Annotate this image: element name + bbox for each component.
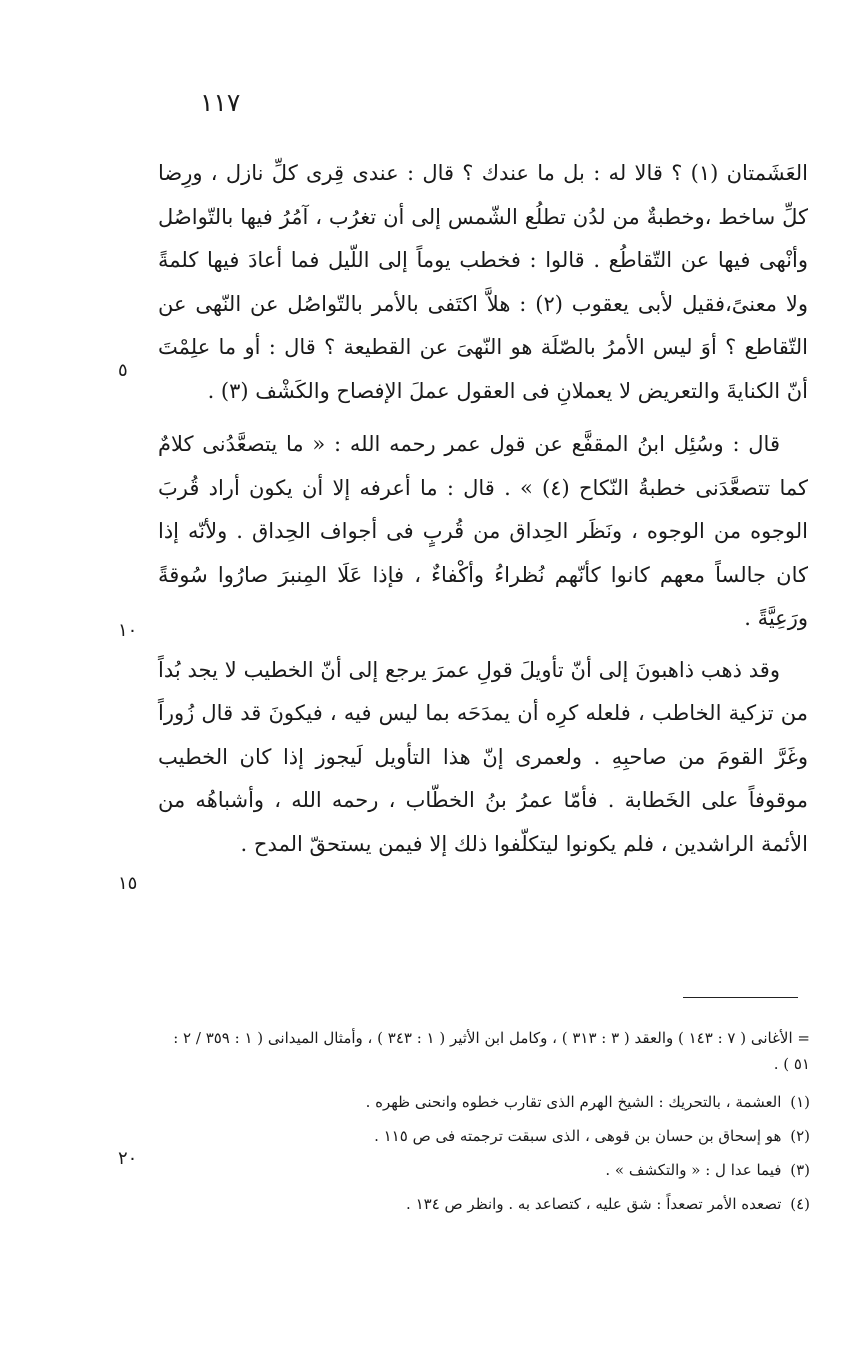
footnote-text: هو إسحاق بن حسان بن قوهى ، الذى سبقت ترجمته فى ص ١١٥ . [374,1127,782,1145]
footnote-2 [158,1126,810,1146]
footnote-label: (٣) [790,1161,810,1179]
line-number-20: ٢٠ [118,1148,138,1169]
footnote-text: العشمة ، بالتحريك : الشيخ الهرم الذى تقارب خطوه وانحنى ظهره . [365,1093,782,1111]
paragraph-1: العَشَمتان (١) ؟ قالا له : بل ما عندك ؟ قال : عندى قِرى كلِّ نازل ، ورِضا كلِّ ساخط ،وخطبةٌ من لدُن تطلُع الشّمس إلى أن تغرُب ، آمُرُ فيها بالتّواصُل وأنْهى فيها عن التّقاطُع . قالوا : فخطب يوماً إلى اللّيل فما أعادَ فيها كلمةً ولا معنىً،فقيل لأبى يعقوب (٢) : هلاَّ اكتَفى بالأمر بالتّواصُل عن النّهى عن التّقاطع ؟ أوَ ليس الأمرُ بالصّلَة هو النّهىَ عن القطيعة ؟ قال : أو ما علِمْتَ أنّ الكنايةَ والتعريض لا يعملانِ فى العقول عملَ الإفصاح والكَشْف (٣) . [158,161,809,403]
footnote-3 [158,1160,810,1180]
line-number-5: ٥ [118,360,128,381]
footnote-text: تصعده الأمر تصعداً : شق عليه ، كتصاعد به . وانظر ص ١٣٤ . [406,1195,782,1213]
footnote-label: (١) [790,1093,810,1111]
paragraph-2: قال : وسُئِل ابنُ المقفَّع عن قول عمر رحمه الله : « ما يتصعَّدُنى كلامٌ كما تتصعَّدَنى خطبةُ النّكاح (٤) » . قال : ما أعرفه إلا أن يكون أراد قُربَ الوجوه من الوجوه ، ونَظَر الحِداق من قُربٍ فى أجواف الحِداق . ولأنّه إذا كان جالساً معهم كانوا كأنّهم نُظراءُ وأكْفاءٌ ، فإذا عَلَا المِنبرَ صارُوا سُوقةً ورَعِيَّةً . [158,432,808,630]
line-number-10: ١٠ [118,620,138,641]
footnote-label: (٤) [790,1195,810,1213]
paragraph-3: وقد ذهب ذاهبونَ إلى أنّ تأويلَ قولِ عمرَ يرجع إلى أنّ الخطيب لا يجد بُداً من تزكية الخاطب ، فلعله كرِه أن يمدَحَه بما ليس فيه ، فيكونَ قد قال زُوراً وغَرَّ القومَ من صاحبِهِ . ولعمرى إنّ هذا التأويل لَيجوز إذا كان الخطيب موقوفاً على الخَطابة . فأمّا عمرُ بنُ الخطّاب ، رحمه الله ، وأشباهُه من الأئمة الراشدين ، فلم يكونوا ليتكلّفوا ذلك إلا فيمن يستحقّ المدح . [158,657,808,856]
footnotes [158,1025,810,1228]
line-number-15: ١٥ [118,873,138,894]
footnote-4 [158,1194,810,1214]
main-text [158,152,808,866]
footnote-text: فيما عدا ل : « والتكشف » . [605,1161,782,1179]
footnote-separator [683,997,798,998]
footnote-1 [158,1092,810,1112]
page-number: ١١٧ [200,88,241,117]
footnote-label: (٢) [790,1127,810,1145]
footnote-continuation: = الأغانى ( ٧ : ١٤٣ ) والعقد ( ٣ : ٣١٣ ) ، وكامل ابن الأثير ( ١ : ٣٤٣ ) ، وأمثال الميدانى ( ١ : ٣٥٩ / ٢ : ٥١ ) . [173,1029,810,1073]
